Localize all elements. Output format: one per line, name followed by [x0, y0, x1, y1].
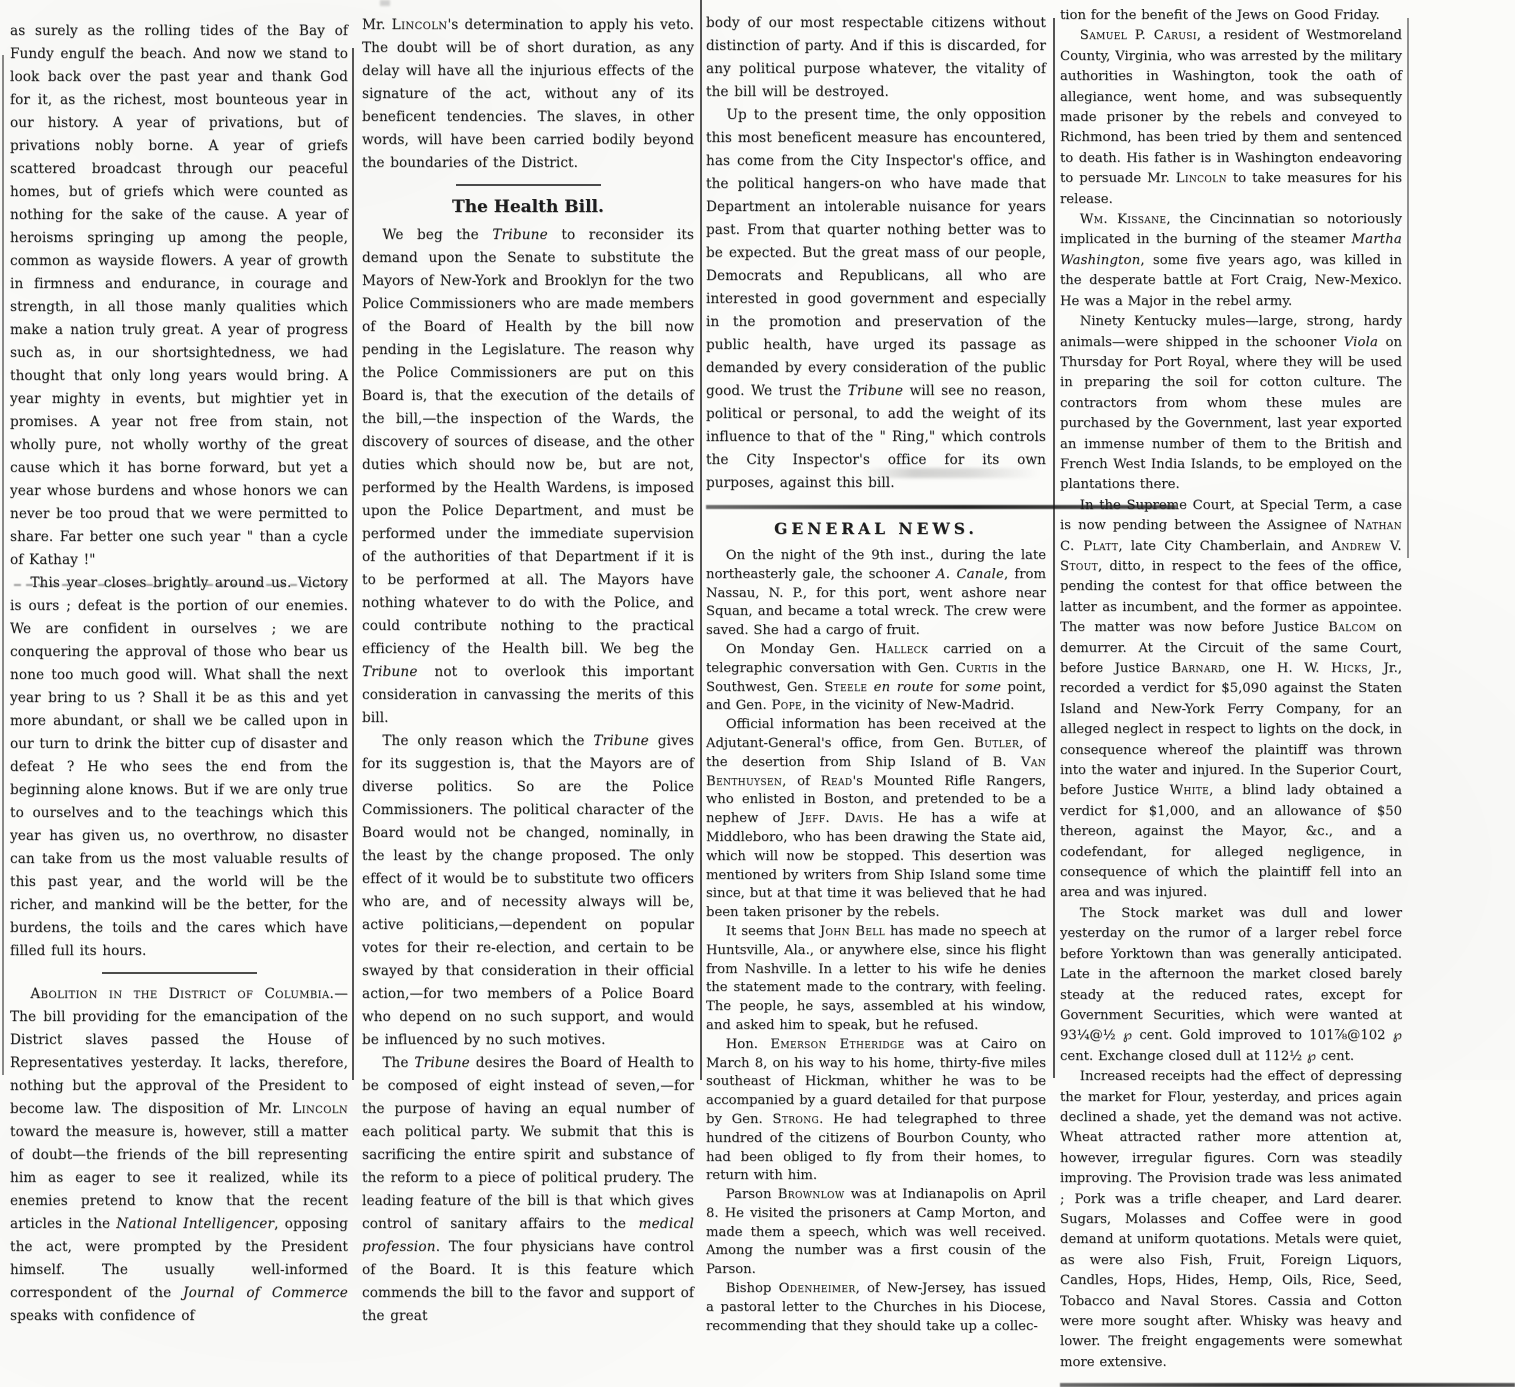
page-left-edge-rule	[2, 55, 4, 1075]
column-divider-rule-3	[1053, 18, 1055, 1078]
news-item: Increased receipts had the effect of depressing the market for Flour, yesterday, and prices again declined a shade, yet the demand was not active. Wheat attracted rather more attention at, however, irregular figures. Corn was steadily improving. The Provision trade was less animated ; Pork was a trifle cheaper, and Lard dearer. Sugars, Molasses and Coffee were in good demand at uniform quotations. Metals were quiet, as were also Fish, Fruit, Foreign Liquors, Candles, Hops, Hides, Hemp, Oils, Rice, Seed, Tobacco and Naval Stores. Cassia and Cotton were more sought after. Whisky was heavy and lower. The freight engagements were somewhat more extensive.	[1060, 1069, 1402, 1370]
newspaper-column-2	[362, 14, 694, 1324]
news-item: Hon. Emerson Etheridge was at Cairo on March 8, on his way to his home, thirty-five miles southeast of Hickman, whither he was to be accompanied by a guard detailed for that purpose by Gen. Strong. He had telegraphed to three hundred of the citizens of Bourbon County, who had been obliged to fly from their homes, to return with him.	[706, 1036, 1046, 1184]
article-headline: The Health Bill.	[452, 197, 604, 217]
article-paragraph: Up to the present time, the only opposition this most beneficent measure has encountered, has come from the City Inspector's office, and the political hangers-on who have made that Department an intolerable nuisance for years past. From that quarter nothing better was to be expected. But the great mass of our people, Democrats and Republicans, all who are interested in good government and especially in the promotion and preservation of the public health, have urged its passage as demanded by every consideration of the public good. We trust the Tribune will see no reason, political or personal, to add the weight of its influence to that of the " Ring," which controls the City Inspector's office for its own purposes, against this bill.	[706, 107, 1047, 491]
news-item: Samuel P. Carusi, a resident of Westmoreland County, Virginia, who was arrested by the military authorities in Washington, took the oath of allegiance, went home, and was subsequently made prisoner by the rebels and conveyed to Richmond, has been tried by them and sentenced to death. His father is in Washington endeavoring to persuade Mr. Lincoln to take measures for his release.	[1060, 28, 1402, 207]
article-paragraph: as surely as the rolling tides of the Bay of Fundy engulf the beach. And now we stand to look back over the past year and thank God for it, as the richest, most bounteous year in our history. A year of privations, but of privations nobly borne. A year of griefs scattered broadcast through our peaceful homes, but of griefs which were counted as nothing for the sake of the cause. A year of heroisms springing up among the people, common as wayside flowers. A year of growth in firmness and endurance, in courage and strength, in all those manly qualities which make a nation truly great. A year of progress such as, in our shortsightedness, we had thought that only long years would bring. A year mighty in events, but mightier yet in promises. A year not free from stain, not wholly pure, not wholly worthy of the great cause which it has borne forward, but yet a year whose burdens and whose honors we can never be too proud that we were permitted to share. Far better one such year " than a cycle of Kathay !"	[10, 23, 348, 568]
section-divider-rule-heavy	[1060, 1383, 1515, 1387]
article-headline: GENERAL NEWS.	[774, 519, 978, 538]
page-right-edge-rule	[1407, 18, 1409, 558]
newspaper-column-3	[706, 12, 1047, 1334]
news-item: Parson Brownlow was at Indianapolis on April 8. He visited the prisoners at Camp Morton, and made them a speech, which was well received. Among the number was a first cousin of the Parson.	[706, 1187, 1046, 1278]
news-item: On Monday Gen. Halleck carried on a telegraphic conversation with Gen. Curtis in the Southwest, Gen. Steele en route for some point, and Gen. Pope, in the vicinity of New-Madrid.	[706, 641, 1047, 714]
section-divider-rule	[456, 184, 601, 186]
news-item: On the night of the 9th inst., during the late northeasterly gale, the schooner A. Canale, from Nassau, N. P., for this port, went ashore near Squan, and became a total wreck. The crew were saved. She had a cargo of fruit.	[706, 548, 1046, 639]
column-divider-rule-1	[352, 48, 354, 1080]
news-item: Official information has been received at the Adjutant-General's office, from Gen. Butler, of the desertion from Ship Island of B. Van Benthuysen, of Read's Mounted Rifle Rangers, who enlisted in Boston, and pretended to be a nephew of Jeff. Davis. He has a wife at Middleboro, who has been drawing the State aid, which will now be stopped. This desertion was mentioned by writers from Ship Island some time since, but at that time it was believed that he had been taken prisoner by the rebels.	[706, 717, 1046, 921]
article-paragraph: Abolition in the District of Columbia.— The bill providing for the emancipation of the District slaves passed the House of Representatives yesterday. It lacks, therefore, nothing but the approval of the President to become law. The disposition of Mr. Lincoln toward the measure is, however, still a matter of doubt—the friends of the bill representing him as eager to see it realized, while its enemies pretend to know that the recent articles in the National Intelligencer, opposing the act, were prompted by the President himself. The usually well-informed correspondent of the Journal of Commerce speaks with confidence of	[10, 986, 349, 1324]
news-item: Bishop Odenheimer, of New-Jersey, has issued a pastoral letter to the Churches in his Diocese, recommending that they should take up a collec-	[706, 1281, 1046, 1334]
article-paragraph: The Tribune desires the Board of Health to be composed of eight instead of seven,—for the purpose of having an equal number of each political party. We submit that this is sacrificing the entire spirit and substance of the reform to a piece of political prudery. The leading feature of the bill is that which gives control of sanitary affairs to the medical profession. The four physicians have control of the Board. It is this feature which commends the bill to the favor and support of the great	[362, 1055, 694, 1324]
newspaper-column-4	[1060, 6, 1403, 1370]
article-paragraph: The only reason which the Tribune gives for its suggestion is, that the Mayors are of diverse politics. So are the Police Commissioners. The political character of the Board would not be changed, nominally, in the least by the change proposed. The only effect of it would be to substitute two officers who are, and of necessity always will be, active politicians,—dependent on popular votes for their re-election, and certain to be swayed by that consideration in their official action,—for two members of a Police Board who depend on no such support, and would be influenced by no such motives.	[362, 733, 694, 1048]
article-paragraph: This year closes brightly around us. Victory is ours ; defeat is the portion of our enemies. We are confident in ourselves ; we are conquering the approval of those who bear us none too much good will. What shall the next year bring to us ? Shall it be as this and yet more abundant, or shall we be called upon in our turn to drink the bitter cup of disaster and defeat ? He who sees the end from the beginning alone knows. But if we are only true to ourselves and to the teachings which this year has given us, no overthrow, no disaster can take from us the most valuable results of this past year, and the world will be the richer, and mankind will be the better, for the burdens, the toils and the cares which have filled full its hours.	[10, 575, 348, 959]
article-paragraph: We beg the Tribune to reconsider its demand upon the Senate to substitute the Mayors of New-York and Brooklyn for the two Police Commissioners who are made members of the Board of Health by the bill now pending in the Legislature. The reason why the Police Commissioners are put on this Board is, that the execution of the details of the bill,—the inspection of the Wards, the discovery of sources of disease, and the other duties which should now be, but are not, performed by the Health Wardens, is imposed upon the Police Department, and must be performed under the immediate supervision of the authorities of that Department if it is to be performed at all. The Mayors have nothing whatever to do with the Police, and could contribute nothing to the practical efficiency of the Health bill. We beg the Tribune not to overlook this important consideration in canvassing the merits of this bill.	[362, 227, 694, 726]
scan-artifact-specks	[380, 0, 390, 6]
newspaper-column-1	[10, 20, 349, 1324]
section-divider-rule	[102, 972, 257, 974]
column-divider-rule-2	[700, 0, 702, 1080]
news-item: The Stock market was dull and lower yesterday on the rumor of a larger rebel force before Yorktown than was generally anticipated. Late in the afternoon the market closed barely steady at the reduced rates, except for Government Securities, which were wanted at 93¼@½ ℘ cent. Gold improved to 101⅞@102 ℘ cent. Exchange closed dull at 112½ ℘ cent.	[1060, 905, 1402, 1064]
news-item: It seems that John Bell has made no speech at Huntsville, Ala., or anywhere else, since his flight from Nashville. In a letter to his wife he denies the statement made to the contrary, with feeling. The people, he says, assembled at his window, and asked him to speak, but he refused.	[706, 923, 1046, 1033]
news-item: tion for the benefit of the Jews on Good Friday.	[1060, 8, 1380, 23]
news-item: Wm. Kissane, the Cincinnatian so notoriously implicated in the burning of the steamer Martha Washington, some five years ago, was killed in the desperate battle at Fort Craig, New-Mexico. He was a Major in the rebel army.	[1060, 212, 1403, 309]
article-paragraph: body of our most respectable citizens without distinction of party. And if this is discarded, for any political purpose whatever, the vitality of the bill will be destroyed.	[706, 15, 1046, 100]
news-item: In the Supreme Court, at Special Term, a case is now pending between the Assignee of Nathan C. Platt, late City Chamberlain, and Andrew V. Stout, ditto, in respect to the fees of the office, pending the contest for that office between the latter as incumbent, and the former as appointee. The matter was now before Justice Balcom on demurrer. At the Circuit of the same Court, before Justice Barnard, one H. W. Hicks, Jr., recorded a verdict for $5,090 against the Staten Island and New-York Ferry Company, for an alleged neglect in respect to lights on the dock, in consequence whereof the plaintiff was thrown into the water and injured. In the Superior Court, before Justice White, a blind lady obtained a verdict for $1,000, and an allowance of $50 thereon, against the Mayor, &c., and a codefendant, for alleged negligence, in consequence of which the plaintiff fell into an area and was injured.	[1060, 497, 1402, 901]
news-item: Ninety Kentucky mules—large, strong, hardy animals—were shipped in the schooner Viola on Thursday for Port Royal, where they will be used in preparing the soil for cotton culture. The contractors from whom these mules are purchased by the Government, last year exported an immense number of them to the British and French West India Islands, to be employed on the plantations there.	[1060, 314, 1402, 493]
article-paragraph: Mr. Lincoln's determination to apply his veto. The doubt will be of short duration, as any delay will have all the injurious effects of the signature of the act, without any of its beneficent tendencies. The slaves, in other words, will have been carried bodily beyond the boundaries of the District.	[362, 17, 694, 171]
